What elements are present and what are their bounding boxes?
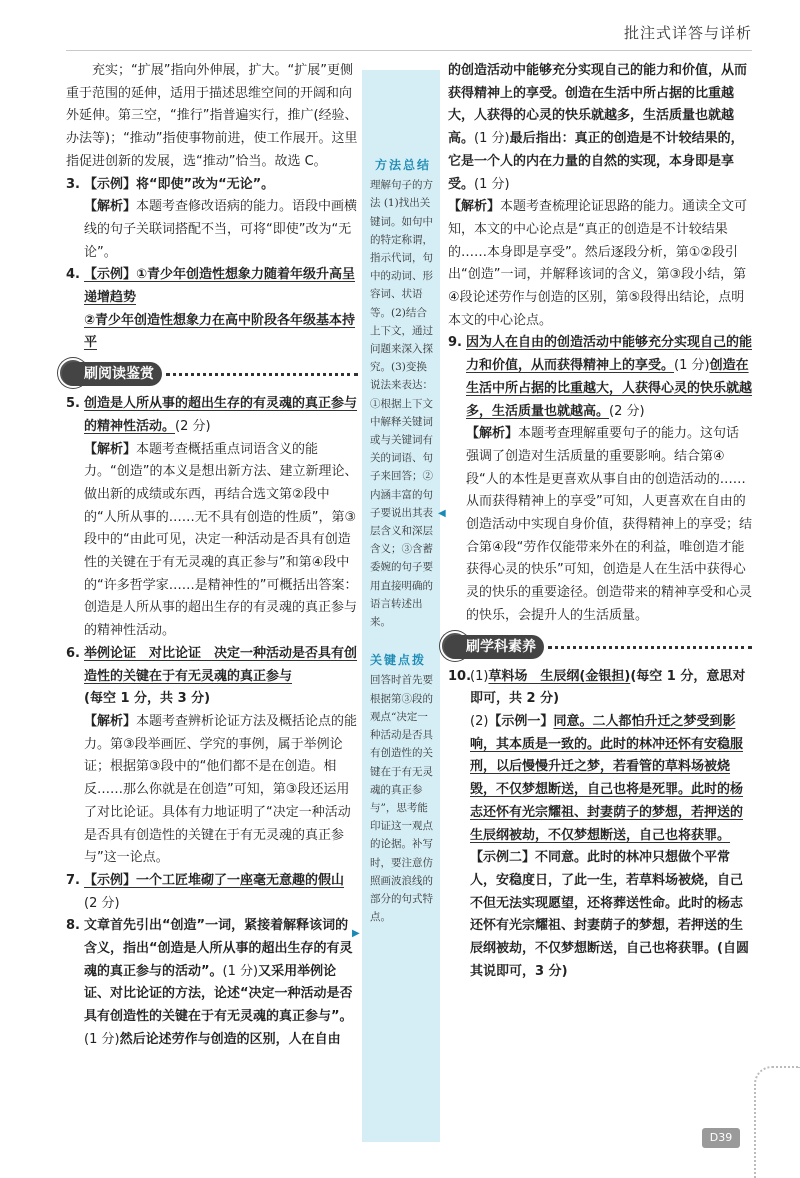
question-9	[448, 332, 752, 627]
answer-part-3b: 的创造活动中能够充分实现自己的能力和价值，从而获得精神上的享受。创造在生活中所占据的比重越大，人获得的心灵的快乐就越多，生活质量也就越高。	[448, 63, 748, 147]
answer-1: 【示例】①青少年创造性想象力随着年级升高呈递增趋势	[84, 267, 356, 306]
question-8-continued	[448, 60, 752, 332]
answer-part-1: 文章首先引出“创造”一词，紧接着解释该词的含义，指出“创造是人所从事的超出生存的有灵魂的真正参与的活动”。	[84, 918, 353, 979]
question-4	[66, 264, 358, 355]
example-1-tag: 【示例一】	[488, 713, 554, 729]
key-tip-title: 关键点拨	[370, 653, 427, 668]
answer: 【示例】一个工匠堆砌了一座毫无意趣的假山	[84, 872, 345, 888]
example-1-text: 同意。二人都怕升迁之梦受到影响，其本质是一致的。此时的林冲还怀有安稳服刑，以后慢慢升迁之梦，若看管的草料场被烧毁，不仅梦想断送，自己也将是死罪。此时的杨志还怀有光宗耀祖、封妻荫子的梦想，若押送的生辰纲被劫，不仅梦想断送，自己也将获罪。	[470, 713, 744, 843]
q2-analysis-continued: 充实；“扩展”指向外伸展，扩大。“扩展”更侧重于范围的延伸，适用于描述思维空间的开阔和向外延伸。第三空，“推行”指普遍实行，推广(经验、办法等)；“推动”指使事物前进，使工作展开。这里指促进创新的发展，选“推动”恰当。故选 C。	[66, 63, 358, 169]
page-header-title: 批注式详答与详析	[623, 24, 752, 42]
question-number: 3.	[66, 176, 80, 192]
left-column	[66, 60, 358, 1052]
analysis-text: 本题考查梳理论证思路的能力。通读全文可知，本文的中心论点是“真正的创造是不计较结果的……本身即是享受”。然后逐段分析，第①②段引出“创造”一词，并解释该词的含义，第③段小结，第④段论述劳作与创造的区别，第⑤段得出结论，点明本文的中心论点。	[448, 199, 748, 328]
side-notes-panel	[362, 70, 440, 1142]
part-1-score: (每空 1 分，意思对即可，共 2 分)	[470, 668, 746, 707]
example-2-tag: 【示例二】	[470, 850, 536, 866]
question-number: 9.	[448, 335, 462, 351]
analysis-tag: 【解析】	[448, 199, 501, 215]
score: (2 分)	[175, 418, 211, 434]
analysis-tag: 【解析】	[84, 199, 137, 215]
part-1-answer: 草料场 生辰纲(金银担)	[488, 668, 631, 684]
question-number: 5.	[66, 396, 80, 412]
analysis-text: 本题考查修改语病的能力。语段中画横线的句子关联词搭配不当，可将“即使”改为“无论”。	[84, 199, 358, 260]
question-5	[66, 393, 358, 643]
right-column	[448, 60, 752, 983]
page-number: D39	[702, 1128, 740, 1148]
example-2-score: (自圆其说即可，3 分)	[470, 941, 749, 979]
score-2: (1 分)	[84, 1031, 120, 1047]
section-reading-appreciation	[62, 359, 358, 389]
answer: 创造是人所从事的超出生存的有灵魂的真正参与的精神性活动。	[84, 396, 358, 434]
question-10	[448, 666, 752, 984]
analysis-tag: 【解析】	[84, 441, 137, 457]
method-summary-text: 理解句子的方法 (1)找出关键词。如句中的特定称谓，指示代词，句中的动词、形容词、状语等。(2)结合上下文，通过问题来深入探究。(3)变换说法来表达：①根据上下文中解释关键词或与关键词有关的词语、句子来回答；②内涵丰富的句子要说出其表层含义和深层含义；③含蓄委婉的句子要用直接明确的语言转述出来。	[370, 179, 433, 629]
pointer-right-icon: ▶	[352, 928, 360, 939]
question-3	[66, 174, 358, 265]
analysis	[84, 196, 358, 264]
answer-1: 因为人在自由的创造活动中能够充分实现自己的能力和价值，从而获得精神上的享受。	[466, 335, 753, 374]
answer-part-4: 最后指出：真正的创造是不计较结果的，它是一个人的内在力量的自然的实现，本身即是享受。	[448, 131, 744, 192]
score-4: (1 分)	[474, 176, 510, 192]
page-corner-decoration	[754, 1066, 800, 1178]
score-1: (1 分)	[222, 963, 259, 979]
score: (每空 1 分，共 3 分)	[84, 691, 211, 707]
method-summary-title: 方法总结	[374, 158, 431, 172]
answer-2: 创造在生活中所占据的比重越大，人获得心灵的快乐就越多，生活质量也就越高。	[466, 358, 753, 419]
score-2: (2 分)	[609, 403, 645, 419]
question-8	[66, 915, 358, 1051]
answer-part-3: 然后论述劳作与创造的区别，人在自由	[119, 1031, 341, 1047]
section-divider	[166, 373, 358, 376]
analysis-tag: 【解析】	[84, 713, 137, 729]
answer: 举例论证 对比论证 决定一种活动是否具有创造性的关键在于有无灵魂的真正参与	[84, 645, 358, 684]
question-number: 10.	[448, 668, 472, 684]
analysis-text: 本题考查理解重要句子的能力。这句话强调了创造对生活质量的重要影响。结合第④段“人的本性是更喜欢从事自由的创造活动的……从而获得精神上的享受”可知，人更喜欢在自由的创造活动中实现自身价值，获得精神上的享受；结合第④段“劳作仅能带来外在的利益，唯创造才能获得心灵的快乐”可知，创造是人在生活中获得心灵的快乐的重要途径。创造带来的精神享受和心灵的快乐，会提升人的生活质量。	[466, 426, 753, 623]
question-number: 8.	[66, 918, 80, 934]
part-1-label: (1)	[470, 668, 489, 684]
pointer-left-icon: ◀	[438, 508, 446, 519]
analysis-text: 本题考查辨析论证方法及概括论点的能力。第③段举画匠、学究的事例，属于举例论证；根据第③段中的“他们都不是在创造。相反……那么你就是在创造”可知，第③段还运用了对比论证。具体有力地证明了“决定一种活动是否具有创造性的关键在于有无灵魂的真正参与”这一论点。	[84, 713, 358, 866]
question-6	[66, 643, 358, 870]
answer-2: ②青少年创造性想象力在高中阶段各年级基本持平	[84, 312, 356, 351]
example-2-text: 不同意。此时的林冲只想做个平常人，安稳度日，了此一生，若草料场被烧，自己不但无法实现愿望，还将葬送性命。此时的杨志还怀有光宗耀祖、封妻荫子的梦想，若押送的生辰纲被劫，不仅梦想断送，自己也将获罪。	[470, 850, 744, 957]
key-tip-text: 回答时首先要根据第③段的观点“决定一种活动是否具有创造性的关键在于有无灵魂的真正参与”，思考能印证这一观点的论据。补写时，要注意仿照画波浪线的部分的句式特点。	[370, 674, 433, 924]
section-title: 刷阅读鉴赏	[62, 362, 162, 386]
part-2-label: (2)	[470, 713, 489, 729]
score-3: (1 分)	[474, 131, 510, 147]
section-divider	[548, 646, 752, 649]
section-subject-literacy	[444, 632, 752, 662]
answer-part-2: 又采用举例论证、对比论证的方法，论述“决定一种活动是否具有创造性的关键在于有无灵魂的真正参与”。	[84, 963, 353, 1025]
header-divider	[66, 50, 752, 51]
score-1: (1 分)	[674, 358, 710, 374]
question-number: 4.	[66, 267, 80, 283]
analysis-text: 本题考查概括重点词语含义的能力。“创造”的本义是想出新方法、建立新理论、做出新的成绩或东西，再结合选文第②段中的“人所从事的……无不具有创造的性质”，第③段中的“由此可见，决定一种活动是否具有创造性的关键在于有无灵魂的真正参与”和第④段中的“许多哲学家……是精神性的”可概括出答案：创造是人所从事的超出生存的有灵魂的真正参与的精神性活动。	[84, 441, 358, 639]
analysis-tag: 【解析】	[466, 426, 519, 442]
question-number: 6.	[66, 645, 80, 661]
score: (2 分)	[84, 895, 120, 911]
question-number: 7.	[66, 872, 80, 888]
question-7	[66, 870, 358, 915]
section-title: 刷学科素养	[444, 635, 544, 659]
answer: 【示例】将“即使”改为“无论”。	[84, 176, 275, 192]
